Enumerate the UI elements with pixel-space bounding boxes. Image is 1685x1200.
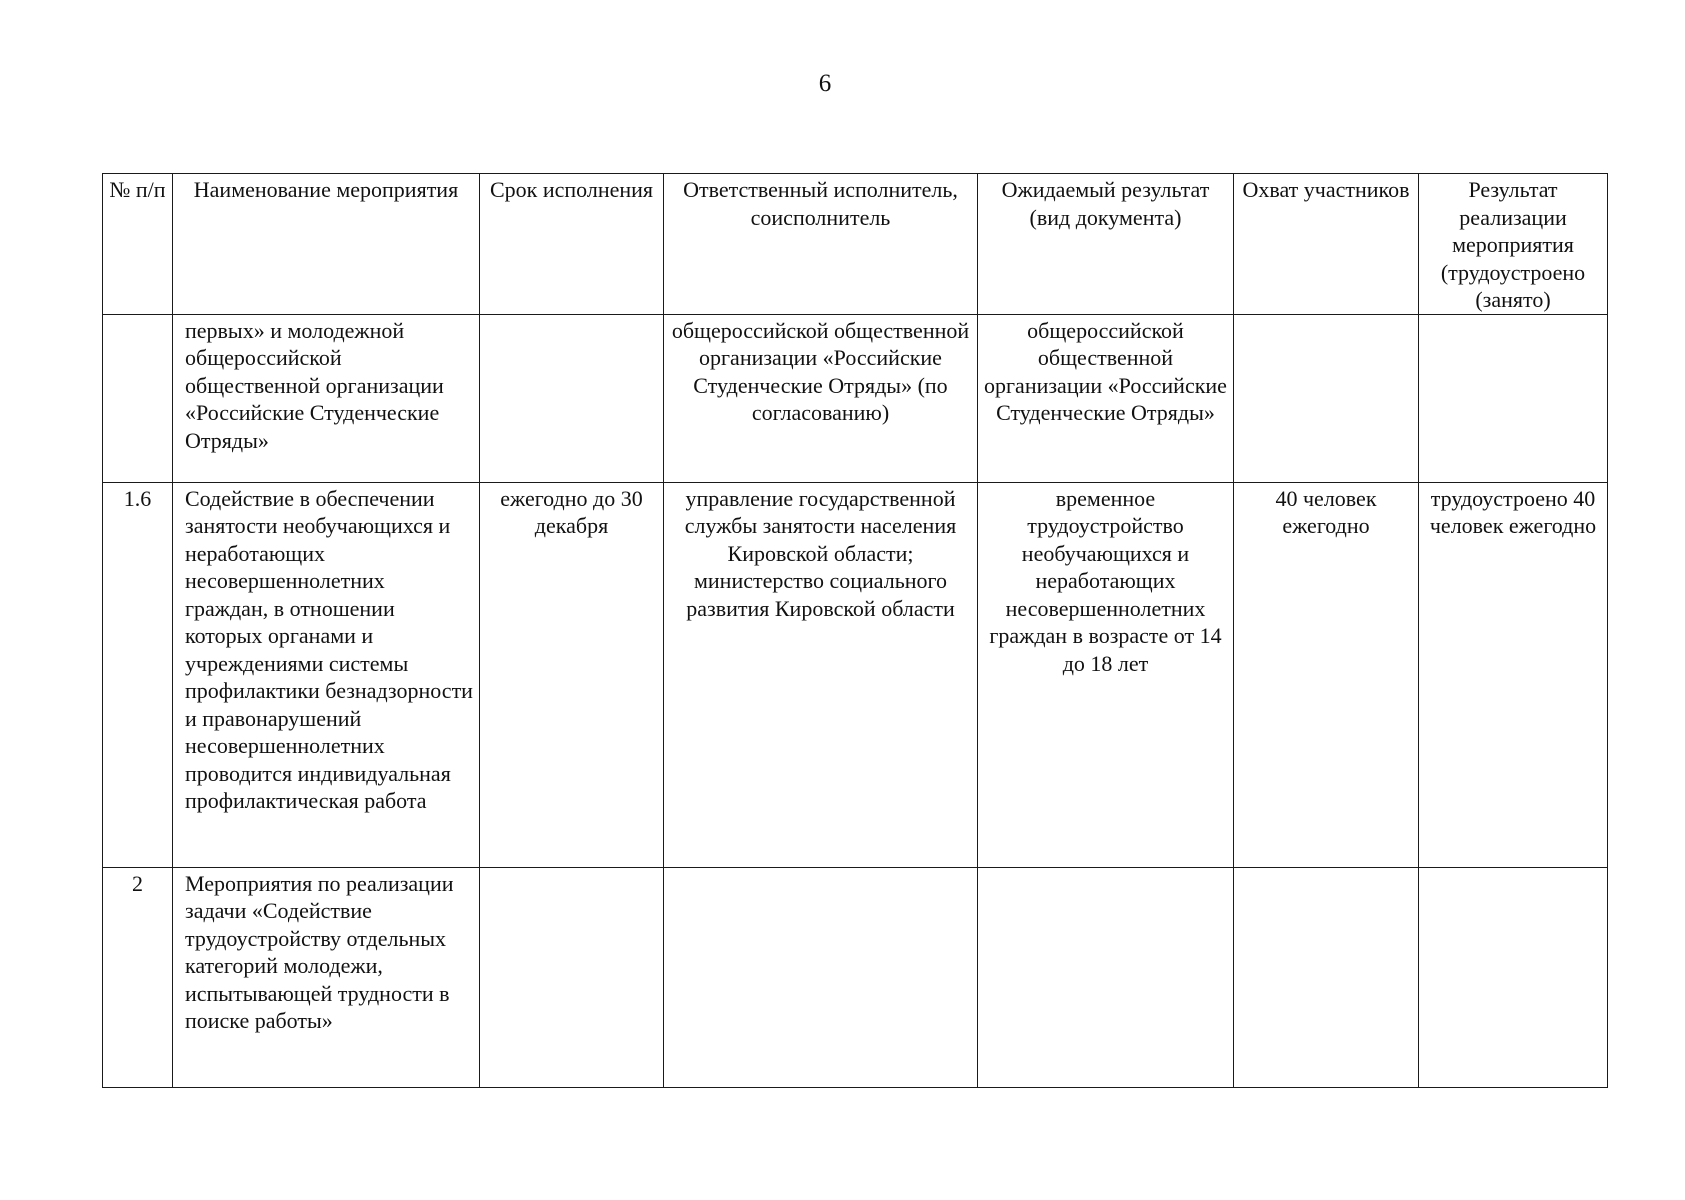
header-coverage: Охват участников bbox=[1234, 174, 1419, 315]
events-table bbox=[102, 173, 1608, 1088]
cell-deadline: ежегодно до 30 декабря bbox=[480, 482, 664, 867]
cell-event-name: Мероприятия по реализации задачи «Содействие трудоустройству отдельных категорий молодежи, испытывающей трудности в поиске работы» bbox=[173, 867, 480, 1087]
cell-responsible bbox=[664, 867, 978, 1087]
cell-expected-result: общероссийской общественной организации «Российские Студенческие Отряды» bbox=[978, 314, 1234, 482]
cell-result bbox=[1419, 314, 1608, 482]
table-row bbox=[103, 482, 1608, 867]
header-result: Результат реализации мероприятия (трудоустроено (занято) bbox=[1419, 174, 1608, 315]
header-number: № п/п bbox=[103, 174, 173, 315]
header-expected-result: Ожидаемый результат (вид документа) bbox=[978, 174, 1234, 315]
header-event-name: Наименование мероприятия bbox=[173, 174, 480, 315]
cell-responsible: общероссийской общественной организации «Российские Студенческие Отряды» (по согласованию) bbox=[664, 314, 978, 482]
cell-expected-result: временное трудоустройство необучающихся и неработающих несовершеннолетних граждан в возрасте от 14 до 18 лет bbox=[978, 482, 1234, 867]
cell-coverage: 40 человек ежегодно bbox=[1234, 482, 1419, 867]
cell-expected-result bbox=[978, 867, 1234, 1087]
cell-number bbox=[103, 314, 173, 482]
cell-event-name: первых» и молодежной общероссийской общественной организации «Российские Студенческие Отряды» bbox=[173, 314, 480, 482]
table-row bbox=[103, 314, 1608, 482]
cell-event-name: Содействие в обеспечении занятости необучающихся и неработающих несовершеннолетних граждан, в отношении которых органами и учреждениями системы профилактики безнадзорности и правонарушений несовершеннолетних проводится индивидуальная профилактическая работа bbox=[173, 482, 480, 867]
cell-result bbox=[1419, 867, 1608, 1087]
cell-result: трудоустроено 40 человек ежегодно bbox=[1419, 482, 1608, 867]
page-number: 6 bbox=[818, 70, 832, 97]
cell-deadline bbox=[480, 314, 664, 482]
header-responsible: Ответственный исполнитель, соисполнитель bbox=[664, 174, 978, 315]
cell-responsible: управление государственной службы занятости населения Кировской области; министерство социального развития Кировской области bbox=[664, 482, 978, 867]
table-row bbox=[103, 867, 1608, 1087]
cell-number: 1.6 bbox=[103, 482, 173, 867]
cell-coverage bbox=[1234, 314, 1419, 482]
table-header-row bbox=[103, 174, 1608, 315]
cell-number: 2 bbox=[103, 867, 173, 1087]
cell-coverage bbox=[1234, 867, 1419, 1087]
cell-deadline bbox=[480, 867, 664, 1087]
header-deadline: Срок исполнения bbox=[480, 174, 664, 315]
